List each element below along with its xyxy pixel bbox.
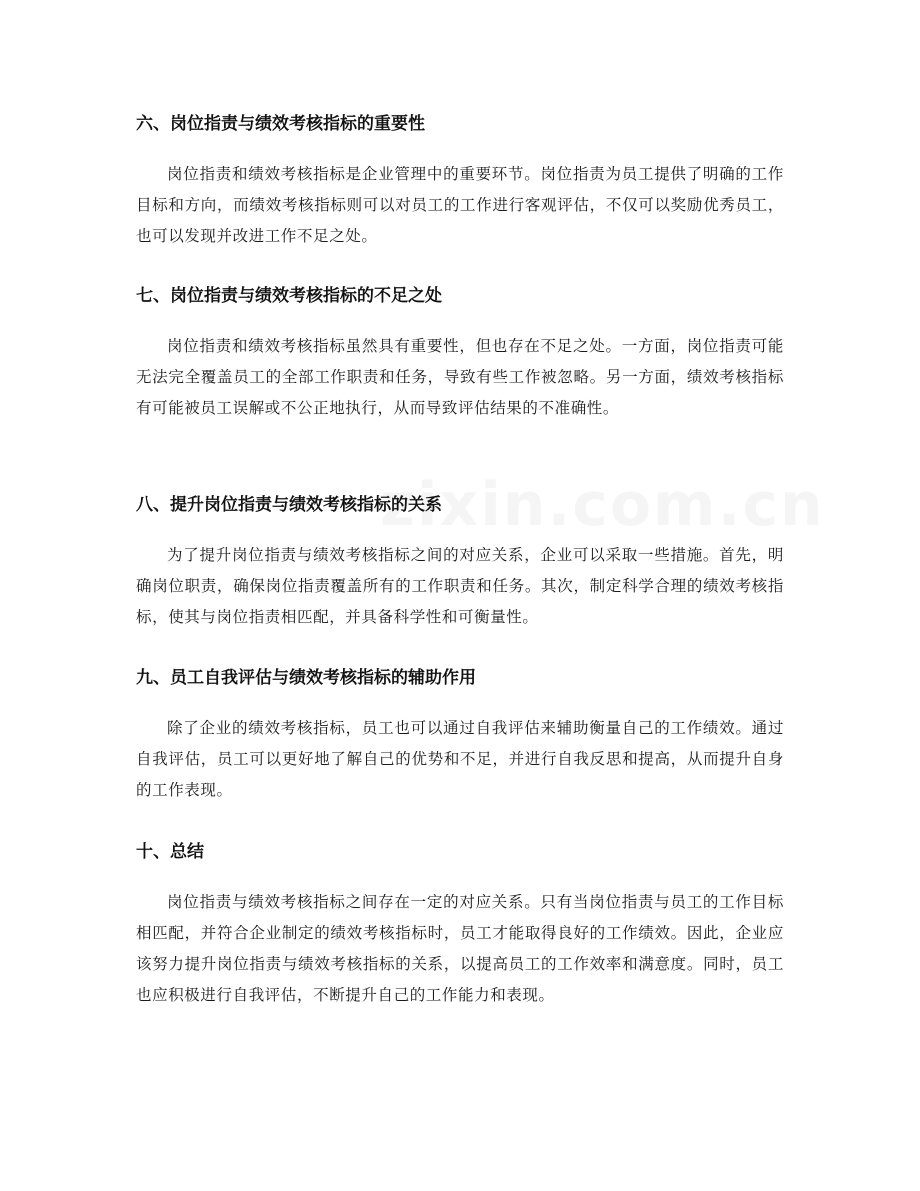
- watermark: zixin.com.cn: [380, 470, 825, 540]
- section-10: [136, 840, 784, 1011]
- section-paragraph: 为了提升岗位指责与绩效考核指标之间的对应关系，企业可以采取一些措施。首先，明确岗位职责，确保岗位指责覆盖所有的工作职责和任务。其次，制定科学合理的绩效考核指标，使其与岗位指责相匹配，并具备科学性和可衡量性。: [136, 546, 784, 626]
- section-7: [136, 284, 784, 424]
- section-heading: 六、岗位指责与绩效考核指标的重要性: [136, 114, 425, 134]
- section-heading: 九、员工自我评估与绩效考核指标的辅助作用: [136, 668, 476, 688]
- section-paragraph: 岗位指责和绩效考核指标是企业管理中的重要环节。岗位指责为员工提供了明确的工作目标和方向，而绩效考核指标则可以对员工的工作进行客观评估，不仅可以奖励优秀员工，也可以发现并改进工作不足之处。: [136, 165, 784, 245]
- section-6: [136, 112, 784, 252]
- section-paragraph: 除了企业的绩效考核指标，员工也可以通过自我评估来辅助衡量自己的工作绩效。通过自我评估，员工可以更好地了解自己的优势和不足，并进行自我反思和提高，从而提升自身的工作表现。: [136, 719, 784, 799]
- section-paragraph: 岗位指责和绩效考核指标虽然具有重要性，但也存在不足之处。一方面，岗位指责可能无法完全覆盖员工的全部工作职责和任务，导致有些工作被忽略。另一方面，绩效考核指标有可能被员工误解或不公正地执行，从而导致评估结果的不准确性。: [136, 337, 784, 417]
- section-heading: 十、总结: [136, 842, 204, 862]
- section-9: [136, 666, 784, 806]
- section-8: [136, 493, 784, 633]
- section-heading: 八、提升岗位指责与绩效考核指标的关系: [136, 495, 442, 515]
- section-heading: 七、岗位指责与绩效考核指标的不足之处: [136, 286, 442, 306]
- section-paragraph: 岗位指责与绩效考核指标之间存在一定的对应关系。只有当岗位指责与员工的工作目标相匹配，并符合企业制定的绩效考核指标时，员工才能取得良好的工作绩效。因此，企业应该努力提升岗位指责与绩效考核指标的关系，以提高员工的工作效率和满意度。同时，员工也应积极进行自我评估，不断提升自己的工作能力和表现。: [136, 893, 784, 1004]
